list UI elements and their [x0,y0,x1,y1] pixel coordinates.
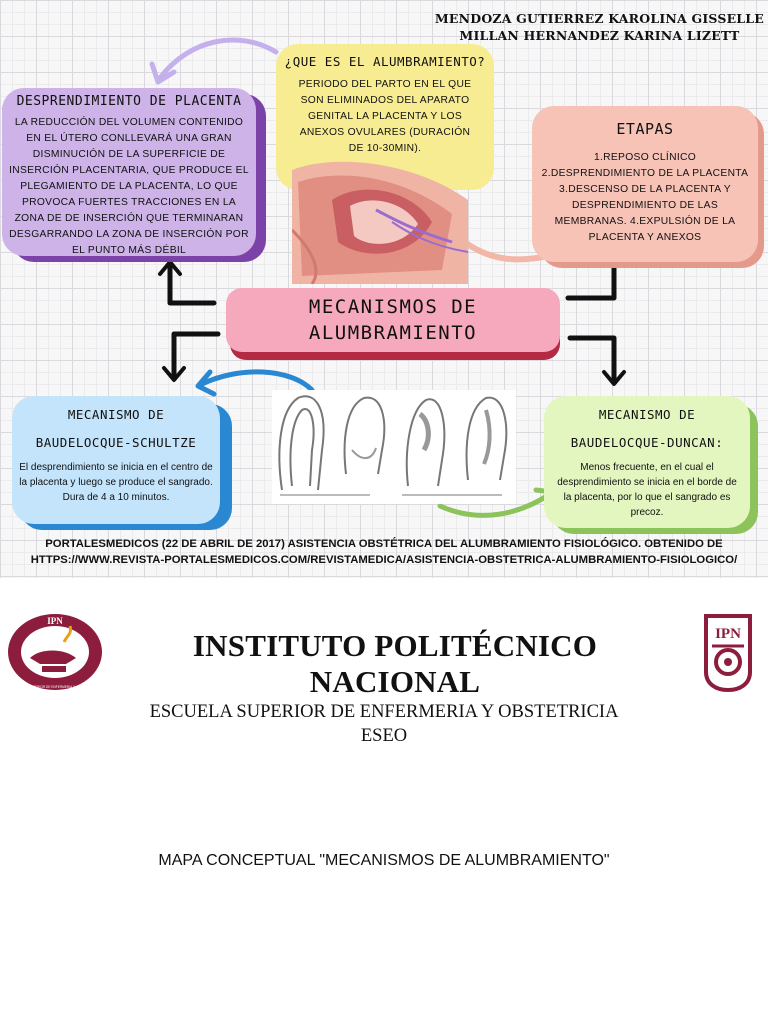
reference-line-1: PORTALESMEDICOS (22 DE ABRIL DE 2017) ASISTENCIA OBSTÉTRICA DEL ALUMBRAMIENTO FISIOLÓGICO. OBTENIDO DE [45,538,723,550]
uterus-illustration [292,160,468,284]
schultze-box [12,396,220,524]
desprendimiento-title: DESPRENDIMIENTO DE PLACENTA [16,94,242,109]
schultze-title-line2: BAUDELOCQUE-SCHULTZE [35,435,197,450]
arrow-lavender [160,40,276,78]
que-es-text: PERIODO DEL PARTO EN EL QUE SON ELIMINADOS DEL APARATO GENITAL LA PLACENTA Y LOS ANEXOS OVULARES (DURACIÓN DE 10-30MIN). [298,79,472,154]
desprendimiento-box [2,88,256,256]
author-1: MENDOZA GUTIERREZ KAROLINA GISSELLE [434,11,764,26]
eseo-logo [6,612,104,692]
school-line-2: ESEO [360,726,408,746]
map-title: MAPA CONCEPTUAL "MECANISMOS DE ALUMBRAMIENTO" [158,852,610,869]
school-line-1: ESCUELA SUPERIOR DE ENFERMERIA Y OBSTETRICIA [149,702,619,722]
que-es-title: ¿QUE ES EL ALUMBRAMIENTO? [284,54,486,69]
author-2: MILLAN HERNANDEZ KARINA LIZETT [459,28,740,43]
eseo-logo-text: IPN [47,616,63,626]
duncan-text: Menos frecuente, en el cual el desprendimiento se inicia en el borde de la placenta, por lo que el sangrado es precoz. [557,462,737,518]
center-box [226,288,560,352]
school-name [0,700,768,748]
center-title-line1: MECANISMOS DE [308,296,478,318]
arrow-blue [202,372,312,390]
schultze-title-line1: MECANISMO DE [67,407,165,422]
ipn-logo-text: IPN [715,626,741,642]
eseo-logo-ring-text: ESCUELA SUPERIOR DE ENFERMERIA Y OBSTETRICIA [12,685,98,689]
reference-line-2: HTTPS://WWW.REVISTA-PORTALESMEDICOS.COM/REVISTAMEDICA/ASISTENCIA-OBSTETRICA-ALUMBRAMIENTO-FISIOLOGICO/ [30,554,738,566]
duncan-title-line2: BAUDELOCQUE-DUNCAN: [570,435,724,450]
center-title-line2: ALUMBRAMIENTO [308,322,478,344]
duncan-box [544,396,750,528]
schultze-text: El desprendimiento se inicia en el centro de la placenta y luego se produce el sangrado. Dura de 4 a 10 minutos. [19,462,213,503]
placenta-sketch-illustration [272,390,516,504]
desprendimiento-text: LA REDUCCIÓN DEL VOLUMEN CONTENIDO EN EL ÚTERO CONLLEVARÁ UNA GRAN DISMINUCIÓN DE LA SUPERFICIE DE INSERCIÓN PLACENTARIA, QUE PRODUCE EL PLEGAMIENTO DE LA PLACENTA, LO QUE PROVOCA FUERTES TRACCIONES EN LA ZONA DE DE INSERCIÓN QUE TERMINARAN DESGARRANDO LA ZONA DE INSERCIÓN POR EL PUNTO MÁS DÉBIL [9,117,249,256]
etapas-box [532,106,758,262]
ipn-logo [700,612,756,692]
reference-citation [0,536,768,568]
institution-title: INSTITUTO POLITÉCNICO NACIONAL [192,628,598,699]
duncan-title-line1: MECANISMO DE [598,407,696,422]
etapas-text: 1.REPOSO CLÍNICO 2.DESPRENDIMIENTO DE LA PLACENTA 3.DESCENSO DE LA PLACENTA Y DESPRENDIMIENTO DE LAS MEMBRANAS. 4.EXPULSIÓN DE LA PLACENTA Y ANEXOS [541,152,749,243]
etapas-title: ETAPAS [616,120,674,138]
